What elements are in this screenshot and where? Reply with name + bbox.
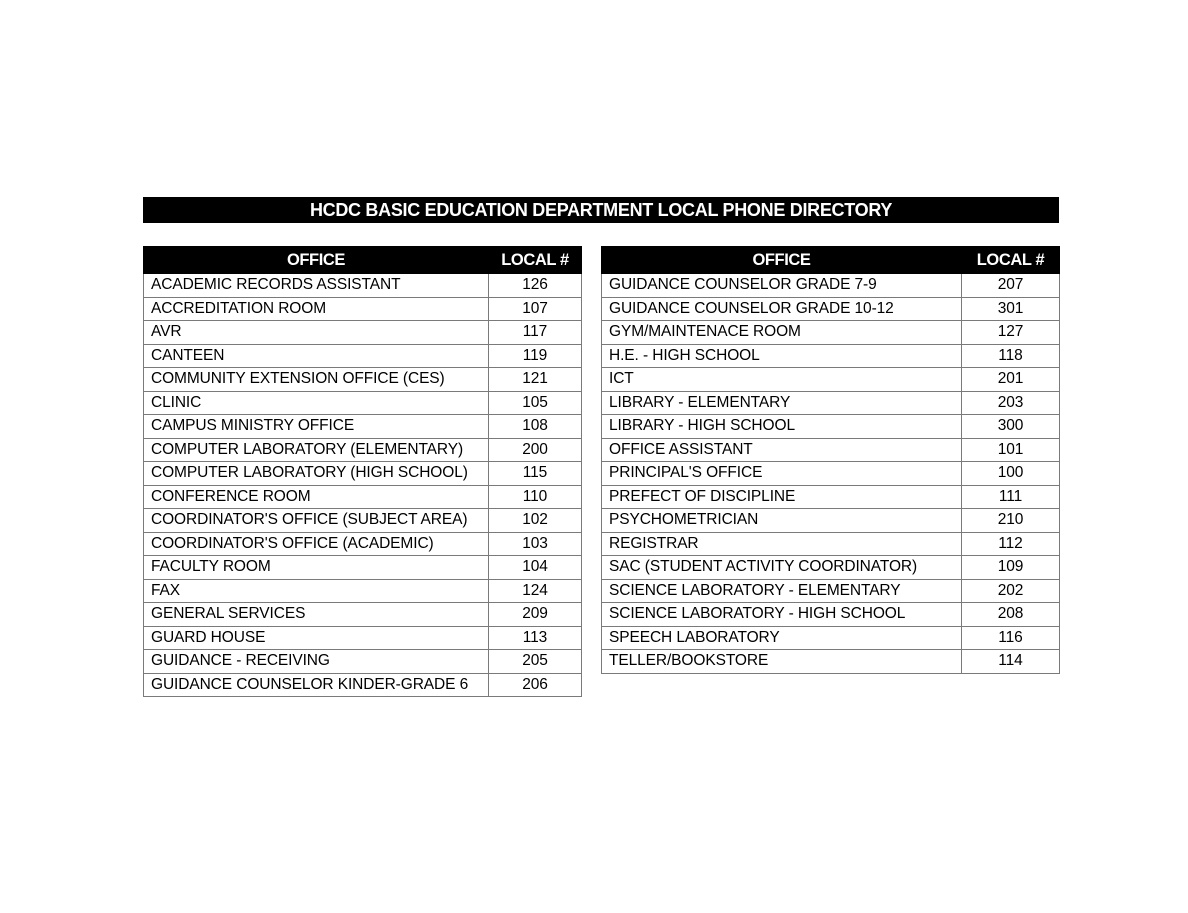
office-name-cell: ICT bbox=[602, 368, 962, 392]
local-number-cell: 209 bbox=[489, 603, 582, 627]
office-name-cell: REGISTRAR bbox=[602, 532, 962, 556]
local-number-cell: 124 bbox=[489, 579, 582, 603]
local-number-cell: 113 bbox=[489, 626, 582, 650]
table-row bbox=[144, 391, 582, 415]
table-row bbox=[144, 438, 582, 462]
office-name-cell: CANTEEN bbox=[144, 344, 489, 368]
local-number-cell: 121 bbox=[489, 368, 582, 392]
table-row bbox=[144, 650, 582, 674]
local-number-cell: 127 bbox=[962, 321, 1060, 345]
table-row bbox=[602, 368, 1060, 392]
local-number-cell: 205 bbox=[489, 650, 582, 674]
office-name-cell: AVR bbox=[144, 321, 489, 345]
office-name-cell: ACADEMIC RECORDS ASSISTANT bbox=[144, 274, 489, 298]
office-name-cell: ACCREDITATION ROOM bbox=[144, 297, 489, 321]
table-row bbox=[144, 344, 582, 368]
table-row bbox=[144, 626, 582, 650]
table-row bbox=[144, 532, 582, 556]
table-row bbox=[602, 650, 1060, 674]
local-number-cell: 102 bbox=[489, 509, 582, 533]
table-row bbox=[602, 579, 1060, 603]
local-number-cell: 115 bbox=[489, 462, 582, 486]
office-name-cell: OFFICE ASSISTANT bbox=[602, 438, 962, 462]
table-row bbox=[602, 556, 1060, 580]
local-number-cell: 108 bbox=[489, 415, 582, 439]
table-row bbox=[602, 532, 1060, 556]
table-row bbox=[144, 673, 582, 697]
local-number-cell: 207 bbox=[962, 274, 1060, 298]
office-name-cell: LIBRARY - HIGH SCHOOL bbox=[602, 415, 962, 439]
office-name-cell: PRINCIPAL'S OFFICE bbox=[602, 462, 962, 486]
office-name-cell: FAX bbox=[144, 579, 489, 603]
office-name-cell: CAMPUS MINISTRY OFFICE bbox=[144, 415, 489, 439]
table-header-row bbox=[144, 247, 582, 274]
table-row bbox=[144, 509, 582, 533]
office-name-cell: GUARD HOUSE bbox=[144, 626, 489, 650]
local-number-cell: 103 bbox=[489, 532, 582, 556]
local-number-cell: 101 bbox=[962, 438, 1060, 462]
table-row bbox=[602, 274, 1060, 298]
table-row bbox=[144, 274, 582, 298]
local-column-header: LOCAL # bbox=[962, 247, 1060, 274]
office-name-cell: GUIDANCE COUNSELOR GRADE 10-12 bbox=[602, 297, 962, 321]
office-name-cell: GYM/MAINTENACE ROOM bbox=[602, 321, 962, 345]
office-name-cell: LIBRARY - ELEMENTARY bbox=[602, 391, 962, 415]
office-name-cell: GUIDANCE - RECEIVING bbox=[144, 650, 489, 674]
left-directory-table bbox=[143, 246, 582, 697]
local-number-cell: 105 bbox=[489, 391, 582, 415]
right-directory-table bbox=[601, 246, 1060, 674]
local-number-cell: 107 bbox=[489, 297, 582, 321]
office-name-cell: FACULTY ROOM bbox=[144, 556, 489, 580]
local-number-cell: 117 bbox=[489, 321, 582, 345]
table-row bbox=[602, 391, 1060, 415]
office-name-cell: COMPUTER LABORATORY (ELEMENTARY) bbox=[144, 438, 489, 462]
directory-title: HCDC BASIC EDUCATION DEPARTMENT LOCAL PHONE DIRECTORY bbox=[143, 197, 1059, 223]
office-name-cell: COORDINATOR'S OFFICE (SUBJECT AREA) bbox=[144, 509, 489, 533]
local-number-cell: 203 bbox=[962, 391, 1060, 415]
local-number-cell: 116 bbox=[962, 626, 1060, 650]
table-row bbox=[602, 321, 1060, 345]
table-row bbox=[144, 579, 582, 603]
office-name-cell: TELLER/BOOKSTORE bbox=[602, 650, 962, 674]
table-row bbox=[602, 462, 1060, 486]
office-name-cell: SCIENCE LABORATORY - ELEMENTARY bbox=[602, 579, 962, 603]
office-column-header: OFFICE bbox=[144, 247, 489, 274]
table-row bbox=[602, 485, 1060, 509]
office-name-cell: PREFECT OF DISCIPLINE bbox=[602, 485, 962, 509]
table-row bbox=[144, 485, 582, 509]
local-number-cell: 111 bbox=[962, 485, 1060, 509]
local-number-cell: 100 bbox=[962, 462, 1060, 486]
office-name-cell: SCIENCE LABORATORY - HIGH SCHOOL bbox=[602, 603, 962, 627]
left-table-body bbox=[144, 274, 582, 697]
table-row bbox=[144, 462, 582, 486]
office-name-cell: COMMUNITY EXTENSION OFFICE (CES) bbox=[144, 368, 489, 392]
table-row bbox=[602, 509, 1060, 533]
local-number-cell: 114 bbox=[962, 650, 1060, 674]
office-column-header: OFFICE bbox=[602, 247, 962, 274]
office-name-cell: CONFERENCE ROOM bbox=[144, 485, 489, 509]
local-number-cell: 126 bbox=[489, 274, 582, 298]
local-number-cell: 202 bbox=[962, 579, 1060, 603]
office-name-cell: COORDINATOR'S OFFICE (ACADEMIC) bbox=[144, 532, 489, 556]
office-name-cell: CLINIC bbox=[144, 391, 489, 415]
table-row bbox=[144, 297, 582, 321]
table-row bbox=[602, 297, 1060, 321]
local-number-cell: 119 bbox=[489, 344, 582, 368]
office-name-cell: PSYCHOMETRICIAN bbox=[602, 509, 962, 533]
table-row bbox=[144, 603, 582, 627]
table-row bbox=[144, 556, 582, 580]
table-row bbox=[602, 344, 1060, 368]
table-header-row bbox=[602, 247, 1060, 274]
office-name-cell: SPEECH LABORATORY bbox=[602, 626, 962, 650]
table-row bbox=[144, 321, 582, 345]
table-row bbox=[144, 415, 582, 439]
local-number-cell: 112 bbox=[962, 532, 1060, 556]
right-table-body bbox=[602, 274, 1060, 674]
local-number-cell: 210 bbox=[962, 509, 1060, 533]
local-number-cell: 208 bbox=[962, 603, 1060, 627]
office-name-cell: COMPUTER LABORATORY (HIGH SCHOOL) bbox=[144, 462, 489, 486]
local-number-cell: 110 bbox=[489, 485, 582, 509]
local-number-cell: 201 bbox=[962, 368, 1060, 392]
office-name-cell: GUIDANCE COUNSELOR GRADE 7-9 bbox=[602, 274, 962, 298]
local-number-cell: 301 bbox=[962, 297, 1060, 321]
local-number-cell: 104 bbox=[489, 556, 582, 580]
local-number-cell: 206 bbox=[489, 673, 582, 697]
local-number-cell: 200 bbox=[489, 438, 582, 462]
office-name-cell: SAC (STUDENT ACTIVITY COORDINATOR) bbox=[602, 556, 962, 580]
local-column-header: LOCAL # bbox=[489, 247, 582, 274]
local-number-cell: 118 bbox=[962, 344, 1060, 368]
table-row bbox=[602, 438, 1060, 462]
local-number-cell: 300 bbox=[962, 415, 1060, 439]
table-row bbox=[602, 603, 1060, 627]
office-name-cell: GUIDANCE COUNSELOR KINDER-GRADE 6 bbox=[144, 673, 489, 697]
office-name-cell: H.E. - HIGH SCHOOL bbox=[602, 344, 962, 368]
local-number-cell: 109 bbox=[962, 556, 1060, 580]
table-row bbox=[602, 415, 1060, 439]
table-row bbox=[602, 626, 1060, 650]
table-row bbox=[144, 368, 582, 392]
office-name-cell: GENERAL SERVICES bbox=[144, 603, 489, 627]
